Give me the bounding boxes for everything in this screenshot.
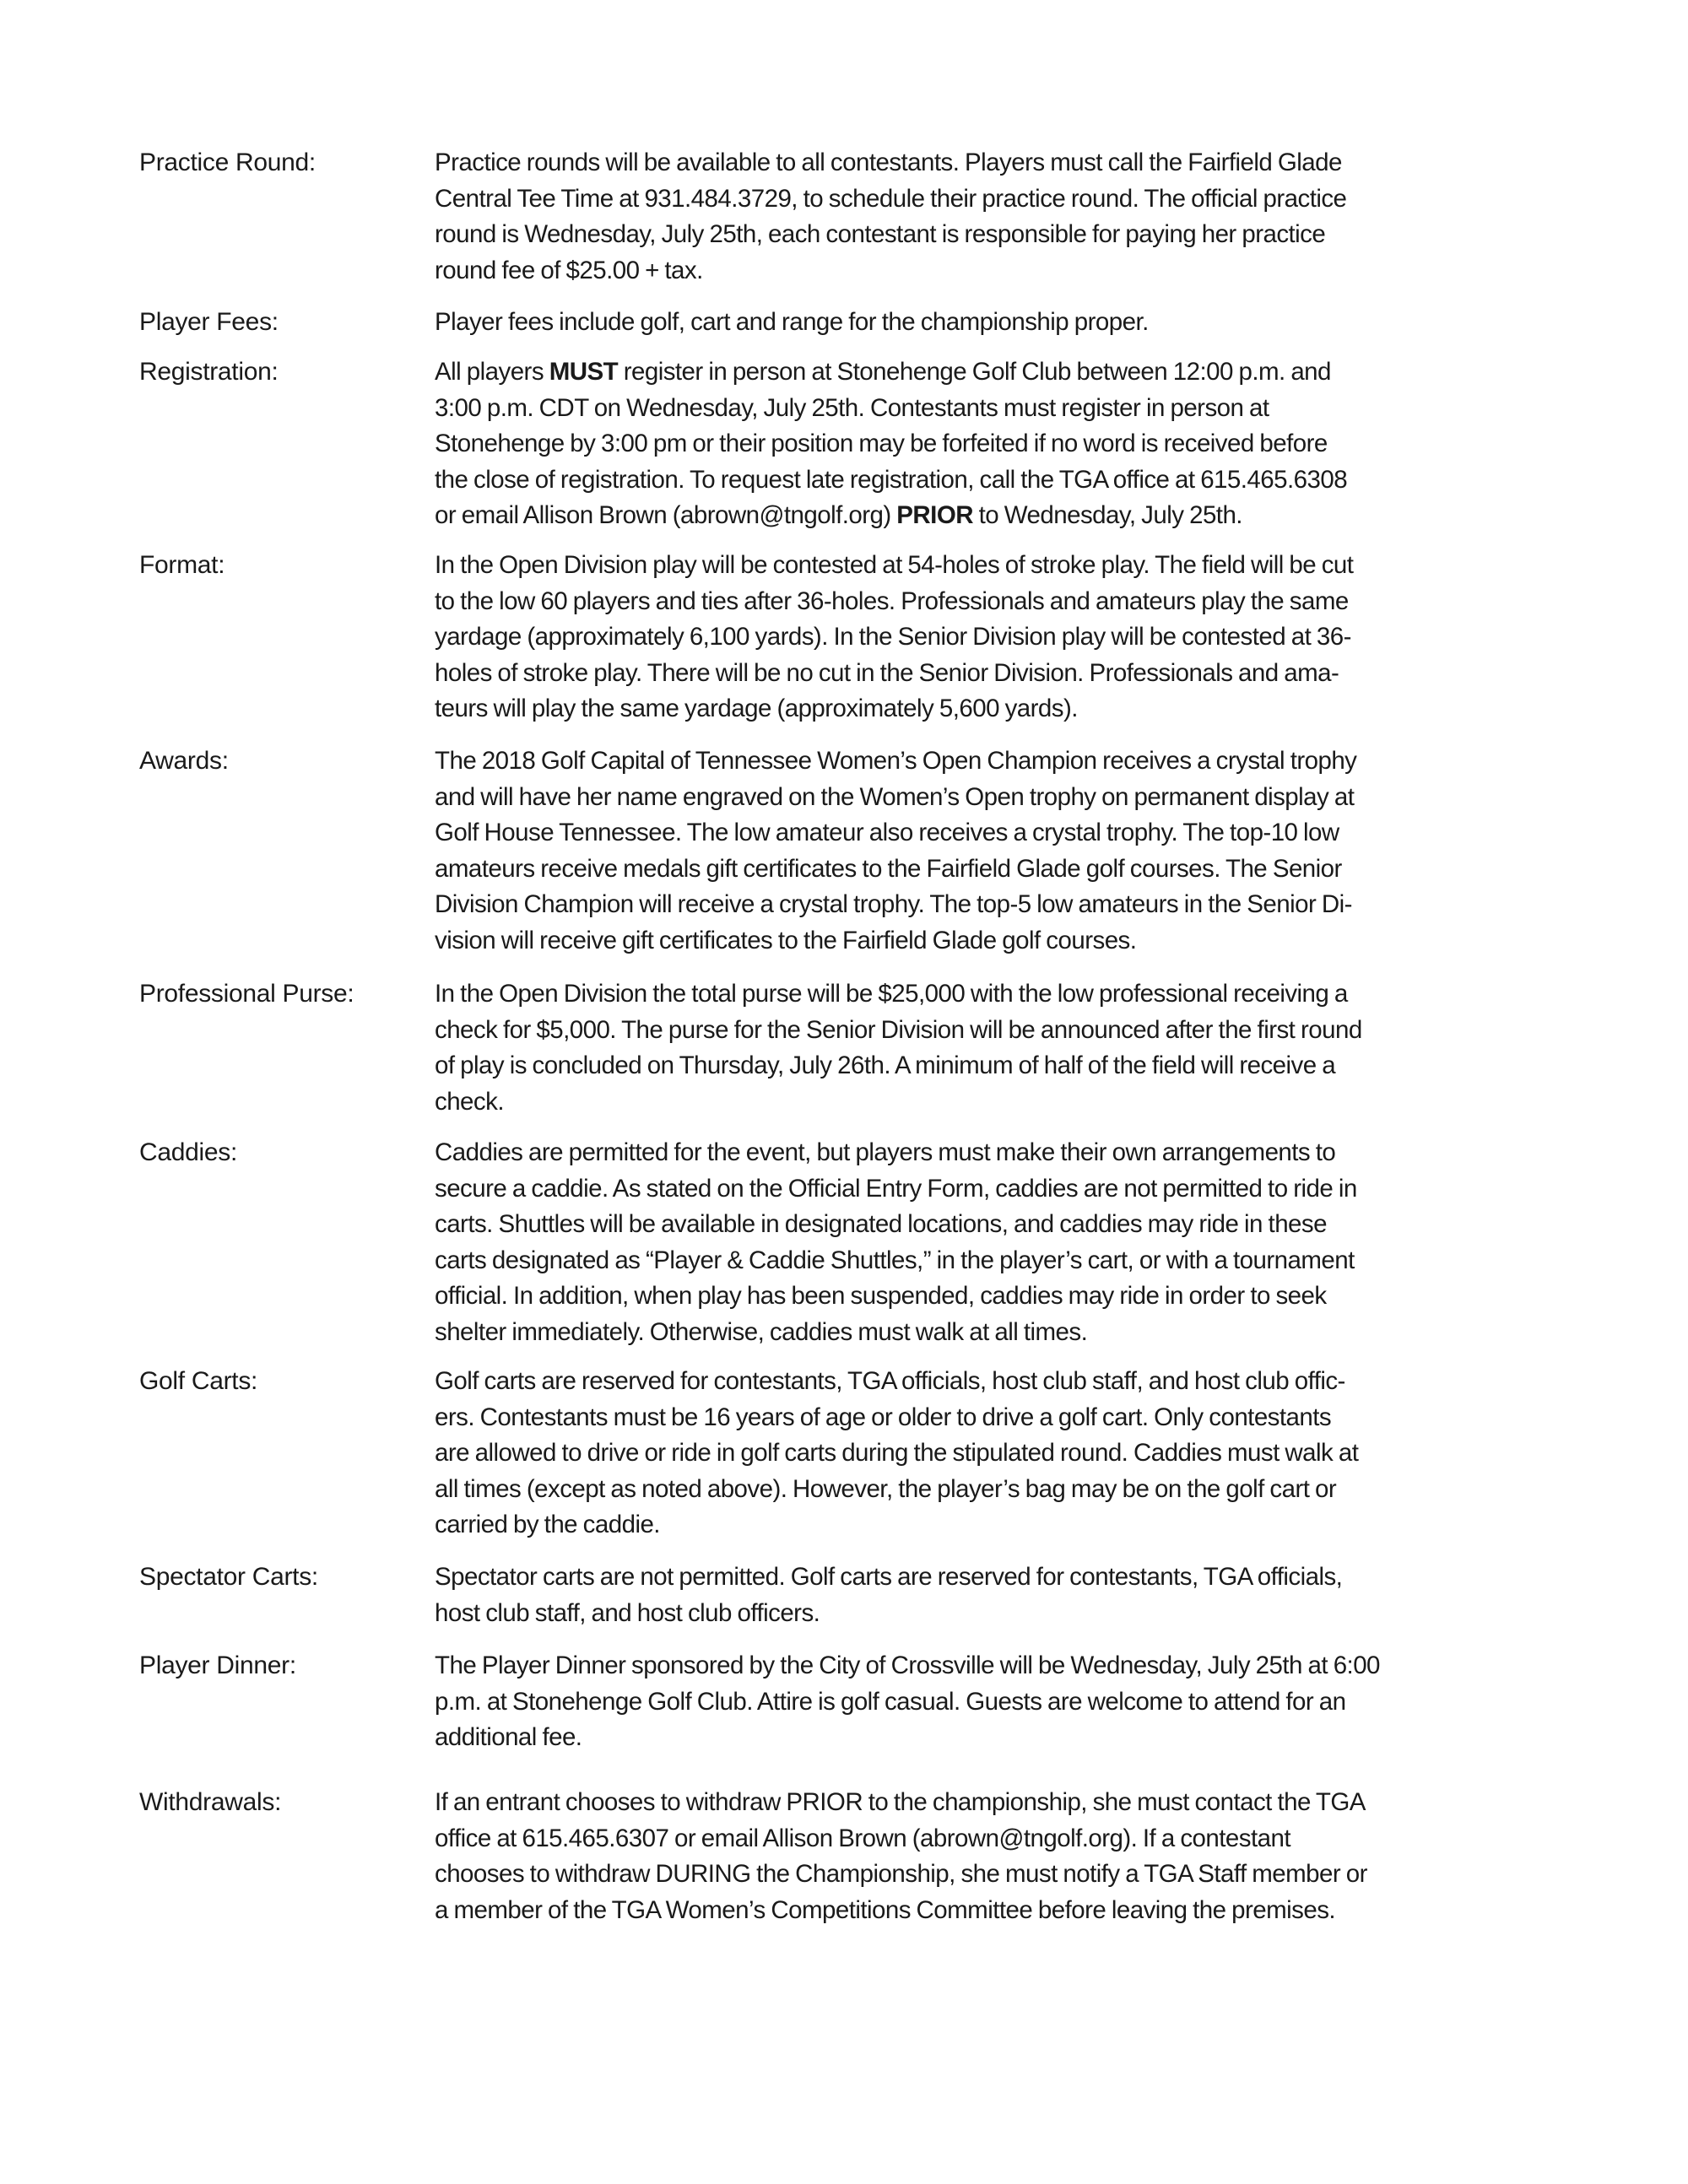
section-label: Player Fees: (139, 308, 279, 336)
section-body (435, 1785, 1549, 1928)
section-label: Practice Round: (139, 149, 316, 176)
body-line: host club staff, and host club officers. (435, 1598, 820, 1627)
body-line: Caddies are permitted for the event, but players must make their own arrangements to (435, 1138, 1336, 1166)
body-line: p.m. at Stonehenge Golf Club. Attire is golf casual. Guests are welcome to attend for an (435, 1687, 1346, 1716)
body-line: carried by the caddie. (435, 1511, 660, 1538)
section-body (435, 743, 1549, 959)
body-line: In the Open Division the total purse will be $25,000 with the low professional receiving a (435, 980, 1348, 1008)
body-line: Stonehenge by 3:00 pm or their position may be forfeited if no word is received before (435, 430, 1328, 457)
section-body (435, 354, 1549, 534)
body-line: shelter immediately. Otherwise, caddies must walk at all times. (435, 1317, 1088, 1346)
body-line: Golf House Tennessee. The low amateur also receives a crystal trophy. The top-10 low (435, 819, 1339, 846)
body-line: a member of the TGA Women’s Competitions Committee before leaving the premises. (435, 1895, 1336, 1924)
body-line: the close of registration. To request late registration, call the TGA office at 615.465.6308 (435, 465, 1348, 494)
body-line: secure a caddie. As stated on the Official Entry Form, caddies are not permitted to ride in (435, 1174, 1357, 1203)
body-line: to the low 60 players and ties after 36-holes. Professionals and amateurs play the same (435, 587, 1349, 615)
body-line: chooses to withdraw DURING the Championship, she must notify a TGA Staff member or (435, 1860, 1367, 1888)
body-line: carts designated as “Player & Caddie Shuttles,” in the player’s cart, or with a tournament (435, 1246, 1355, 1274)
body-line: In the Open Division play will be contested at 54-holes of stroke play. The field will be cut (435, 551, 1354, 579)
body-line: check for $5,000. The purse for the Senior Division will be announced after the first round (435, 1015, 1362, 1044)
section-body (435, 305, 1549, 341)
body-line: amateurs receive medals gift certificates to the Fairfield Glade golf courses. The Senior (435, 854, 1342, 883)
section-label: Awards: (139, 747, 229, 775)
body-line: round fee of $25.00 + tax. (435, 256, 703, 284)
body-line: Division Champion will receive a crystal trophy. The top-5 low amateurs in the Senior Di- (435, 890, 1352, 918)
section-body (435, 1560, 1549, 1631)
body-line: 3:00 p.m. CDT on Wednesday, July 25th. Contestants must register in person at (435, 393, 1269, 422)
body-line: all times (except as noted above). However, the player’s bag may be on the golf cart or (435, 1474, 1337, 1503)
section-label: Caddies: (139, 1138, 238, 1166)
emphasis-text: MUST (549, 358, 619, 386)
body-line: holes of stroke play. There will be no cut in the Senior Division. Professionals and ama- (435, 658, 1339, 687)
body-line: carts. Shuttles will be available in designated locations, and caddies may ride in these (435, 1210, 1327, 1238)
body-line: yardage (approximately 6,100 yards). In the Senior Division play will be contested at 36- (435, 623, 1351, 651)
section-body (435, 1648, 1549, 1756)
body-line: All players MUST register in person at Stonehenge Golf Club between 12:00 p.m. and (435, 358, 1331, 386)
section-body (435, 1364, 1549, 1543)
emphasis-text: PRIOR (896, 501, 973, 529)
body-line: If an entrant chooses to withdraw PRIOR to the championship, she must contact the TGA (435, 1788, 1366, 1816)
body-line: check. (435, 1087, 504, 1116)
section-label: Registration: (139, 358, 279, 386)
body-line: The 2018 Golf Capital of Tennessee Women’s Open Champion receives a crystal trophy (435, 747, 1357, 775)
section-body (435, 548, 1549, 727)
body-line: Golf carts are reserved for contestants, TGA officials, host club staff, and host club offic- (435, 1367, 1345, 1395)
body-line: Player fees include golf, cart and range for the championship proper. (435, 308, 1149, 336)
body-line: The Player Dinner sponsored by the City of Crossville will be Wednesday, July 25th at 6:00 (435, 1652, 1380, 1679)
section-label: Spectator Carts: (139, 1563, 318, 1591)
body-line: of play is concluded on Thursday, July 26th. A minimum of half of the field will receive a (435, 1051, 1336, 1079)
body-line: or email Allison Brown (abrown@tngolf.org) PRIOR to Wednesday, July 25th. (435, 501, 1242, 529)
section-body (435, 1135, 1549, 1350)
body-line: office at 615.465.6307 or email Allison Brown (abrown@tngolf.org). If a contestant (435, 1824, 1290, 1852)
body-line: round is Wednesday, July 25th, each contestant is responsible for paying her practice (435, 220, 1326, 248)
body-line: and will have her name engraved on the Women’s Open trophy on permanent display at (435, 782, 1355, 811)
section-label: Player Dinner: (139, 1652, 296, 1679)
section-label: Professional Purse: (139, 980, 354, 1008)
body-line: vision will receive gift certificates to the Fairfield Glade golf courses. (435, 926, 1137, 954)
section-body (435, 976, 1549, 1120)
body-line: official. In addition, when play has been suspended, caddies may ride in order to seek (435, 1282, 1327, 1310)
section-label: Withdrawals: (139, 1788, 282, 1816)
body-line: teurs will play the same yardage (approximately 5,600 yards). (435, 695, 1078, 722)
body-line: are allowed to drive or ride in golf carts during the stipulated round. Caddies must walk at (435, 1439, 1359, 1467)
section-body (435, 145, 1549, 289)
body-line: Practice rounds will be available to all contestants. Players must call the Fairfield Glade (435, 149, 1342, 176)
body-line: Central Tee Time at 931.484.3729, to schedule their practice round. The official practice (435, 184, 1347, 213)
body-line: ers. Contestants must be 16 years of age or older to drive a golf cart. Only contestants (435, 1403, 1332, 1431)
section-label: Golf Carts: (139, 1367, 258, 1395)
body-line: additional fee. (435, 1723, 582, 1751)
body-line: Spectator carts are not permitted. Golf carts are reserved for contestants, TGA officials, (435, 1563, 1343, 1591)
section-label: Format: (139, 551, 225, 579)
